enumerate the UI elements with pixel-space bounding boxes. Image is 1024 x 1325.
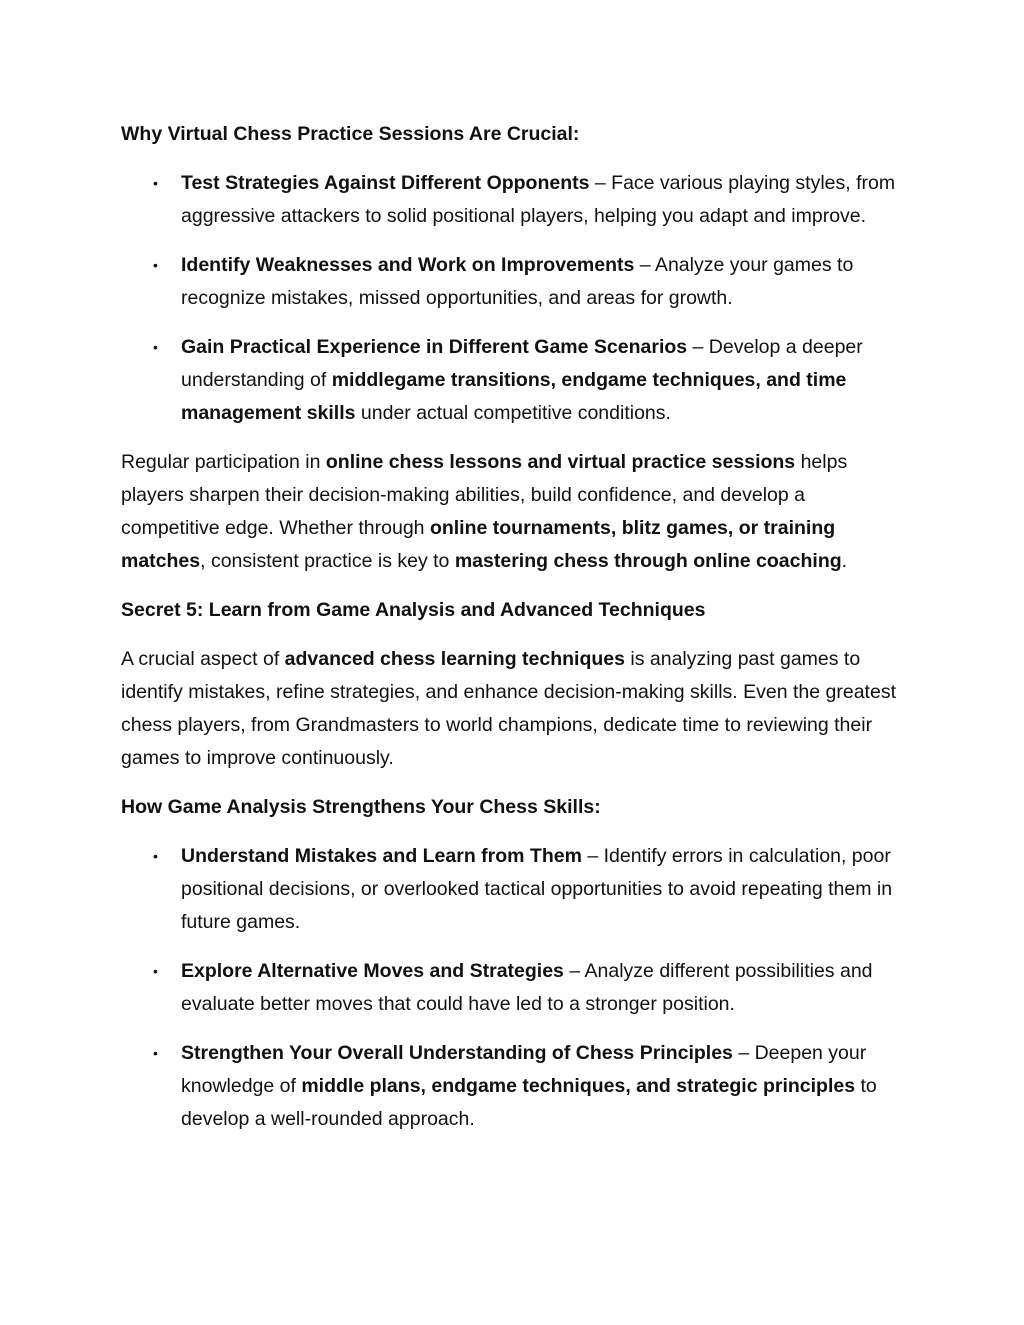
section-heading-virtual-practice: Why Virtual Chess Practice Sessions Are Crucial: <box>121 123 580 145</box>
bullet-icon: • <box>153 963 158 979</box>
bullet-icon: • <box>153 339 158 355</box>
list-item-title: Test Strategies Against Different Opponents <box>181 172 590 194</box>
paragraph-regular-participation <box>121 446 906 578</box>
list-item-emphasis: middle plans, endgame techniques, and strategic principles <box>301 1075 856 1097</box>
list-item-text: to develop a well-rounded approach. <box>181 1075 877 1130</box>
paragraph-text: . <box>841 550 848 572</box>
bullet-icon: • <box>153 1045 158 1061</box>
list-item-text: – Develop a deeper understanding of <box>181 336 863 391</box>
paragraph-emphasis: online chess lessons and virtual practice sessions <box>325 451 796 473</box>
list-item <box>121 167 906 233</box>
paragraph-text: helps players sharpen their decision-making abilities, build confidence, and develop a competitive edge. Whether through <box>121 451 848 539</box>
bullet-list-virtual-practice <box>121 167 906 430</box>
paragraph-text: A crucial aspect of <box>121 648 285 670</box>
paragraph-text: Regular participation in <box>121 451 326 473</box>
paragraph-game-analysis <box>121 643 906 775</box>
list-item <box>121 840 906 939</box>
list-item-title: Strengthen Your Overall Understanding of Chess Principles <box>181 1042 733 1064</box>
bullet-list-game-analysis <box>121 840 906 1136</box>
bullet-icon: • <box>153 175 158 191</box>
bullet-icon: • <box>153 848 158 864</box>
paragraph-emphasis: mastering chess through online coaching <box>454 550 842 572</box>
list-item <box>121 331 906 430</box>
list-item-text: – Face various playing styles, from aggressive attackers to solid positional players, helping you adapt and improve. <box>181 172 896 227</box>
list-item-title: Explore Alternative Moves and Strategies <box>181 960 564 982</box>
section-heading-analysis-strengthens: How Game Analysis Strengthens Your Chess Skills: <box>121 796 601 818</box>
list-item-text: – Deepen your knowledge of <box>181 1042 867 1097</box>
list-item-text: – Identify errors in calculation, poor positional decisions, or overlooked tactical opportunities to avoid repeating them in future games. <box>181 845 893 933</box>
paragraph-emphasis: advanced chess learning techniques <box>284 648 625 670</box>
paragraph-text: is analyzing past games to identify mistakes, refine strategies, and enhance decision-making skills. Even the greatest chess players, from Grandmasters to world champions, dedicate time to reviewing their games to improve continuously. <box>121 648 896 769</box>
bullet-icon: • <box>153 257 158 273</box>
list-item-text: – Analyze different possibilities and evaluate better moves that could have led to a stronger position. <box>181 960 873 1015</box>
paragraph-emphasis: online tournaments, blitz games, or training matches <box>121 517 836 572</box>
list-item <box>121 249 906 315</box>
list-item-text: – Analyze your games to recognize mistakes, missed opportunities, and areas for growth. <box>181 254 854 309</box>
section-heading-secret-5: Secret 5: Learn from Game Analysis and Advanced Techniques <box>121 599 706 621</box>
list-item-emphasis: middlegame transitions, endgame techniques, and time management skills <box>181 369 847 424</box>
list-item-text: under actual competitive conditions. <box>355 402 671 424</box>
list-item <box>121 1037 906 1136</box>
list-item-title: Understand Mistakes and Learn from Them <box>181 845 582 867</box>
list-item-title: Gain Practical Experience in Different Game Scenarios <box>181 336 688 358</box>
list-item <box>121 955 906 1021</box>
paragraph-text: , consistent practice is key to <box>200 550 455 572</box>
list-item-title: Identify Weaknesses and Work on Improvements <box>181 254 635 276</box>
document-page <box>121 118 906 1152</box>
